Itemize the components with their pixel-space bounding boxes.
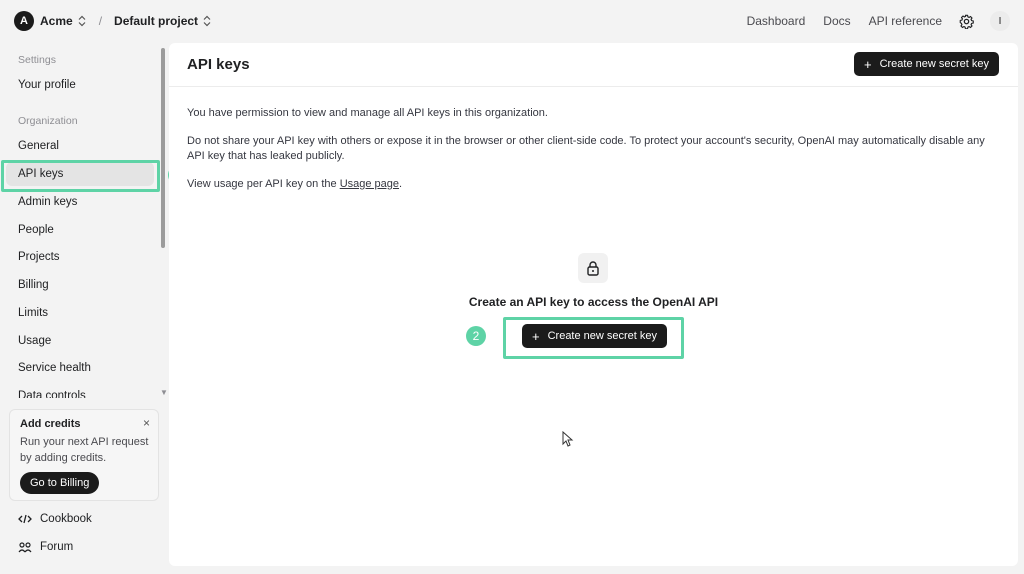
security-warning-text: Do not share your API key with others or expose it in the browser or other client-side code. To protect your account's security, OpenAI may automatically disable any API key that has leaked publicly. <box>187 135 985 162</box>
sidebar-item-billing[interactable]: Billing <box>18 279 49 291</box>
chevron-updown-icon <box>202 15 212 27</box>
create-secret-key-button[interactable] <box>854 52 999 76</box>
sidebar-heading-organization: Organization <box>18 115 78 127</box>
sidebar-nav <box>0 42 168 398</box>
mouse-cursor-icon <box>562 431 574 447</box>
main-header <box>169 43 1018 87</box>
nav-dashboard[interactable]: Dashboard <box>746 14 806 28</box>
code-icon <box>18 513 32 525</box>
usage-page-link[interactable]: Usage page <box>339 178 400 190</box>
sidebar-item-admin-keys[interactable]: Admin keys <box>18 196 78 208</box>
sidebar-item-data-controls[interactable]: Data controls <box>18 390 86 398</box>
create-secret-key-center-label: Create new secret key <box>547 330 658 342</box>
highlight-create-key <box>503 317 684 359</box>
highlight-api-keys <box>1 160 160 192</box>
credits-text: Run your next API request by adding credits. <box>20 436 149 464</box>
step-badge-2: 2 <box>466 326 486 346</box>
nav-docs[interactable]: Docs <box>823 14 851 28</box>
sidebar <box>0 42 168 574</box>
permission-text: You have permission to view and manage all API keys in this organization. <box>187 107 548 119</box>
empty-state-title: Create an API key to access the OpenAI API <box>468 295 719 309</box>
usage-text <box>187 177 1002 192</box>
lock-icon <box>578 253 608 283</box>
close-icon[interactable]: × <box>142 416 150 430</box>
project-name: Default project <box>114 14 199 28</box>
breadcrumb-separator: / <box>98 14 103 28</box>
forum-label: Forum <box>40 541 74 553</box>
scroll-down-arrow-icon[interactable]: ▼ <box>160 388 168 397</box>
sidebar-item-usage[interactable]: Usage <box>18 335 52 347</box>
go-to-billing-button[interactable]: Go to Billing <box>20 472 99 494</box>
user-avatar[interactable]: I <box>990 11 1010 31</box>
usage-text-prefix: View usage per API key on the <box>187 178 340 190</box>
top-nav <box>747 11 1010 31</box>
create-secret-key-label: Create new secret key <box>879 58 989 70</box>
org-name: Acme <box>40 14 73 28</box>
chevron-updown-icon <box>77 15 87 27</box>
sidebar-heading-settings: Settings <box>18 54 56 66</box>
sidebar-scrollbar[interactable] <box>161 48 165 248</box>
project-switcher[interactable] <box>114 14 212 28</box>
nav-api-reference[interactable]: API reference <box>868 14 942 28</box>
sidebar-item-service-health[interactable]: Service health <box>18 362 91 374</box>
org-switcher[interactable] <box>40 14 87 28</box>
sidebar-item-general[interactable]: General <box>18 140 59 152</box>
top-bar <box>0 0 1024 42</box>
plus-icon: + <box>863 56 872 72</box>
sidebar-item-limits[interactable]: Limits <box>18 307 49 319</box>
page-title: API keys <box>187 56 250 73</box>
credits-title: Add credits <box>20 418 81 430</box>
plus-icon: + <box>532 328 540 344</box>
sidebar-item-forum[interactable] <box>18 541 73 553</box>
org-avatar[interactable]: A <box>14 11 34 31</box>
people-icon <box>18 541 32 553</box>
sidebar-item-cookbook[interactable] <box>18 513 92 525</box>
add-credits-card <box>9 409 159 501</box>
sidebar-item-people[interactable]: People <box>18 224 54 236</box>
gear-icon[interactable] <box>958 13 974 29</box>
main-panel <box>169 43 1018 566</box>
sidebar-item-projects[interactable]: Projects <box>18 251 60 263</box>
sidebar-item-your-profile[interactable]: Your profile <box>18 79 76 91</box>
cookbook-label: Cookbook <box>40 513 92 525</box>
usage-text-suffix: . <box>399 178 403 190</box>
sidebar-item-api-keys[interactable]: API keys <box>18 168 64 180</box>
